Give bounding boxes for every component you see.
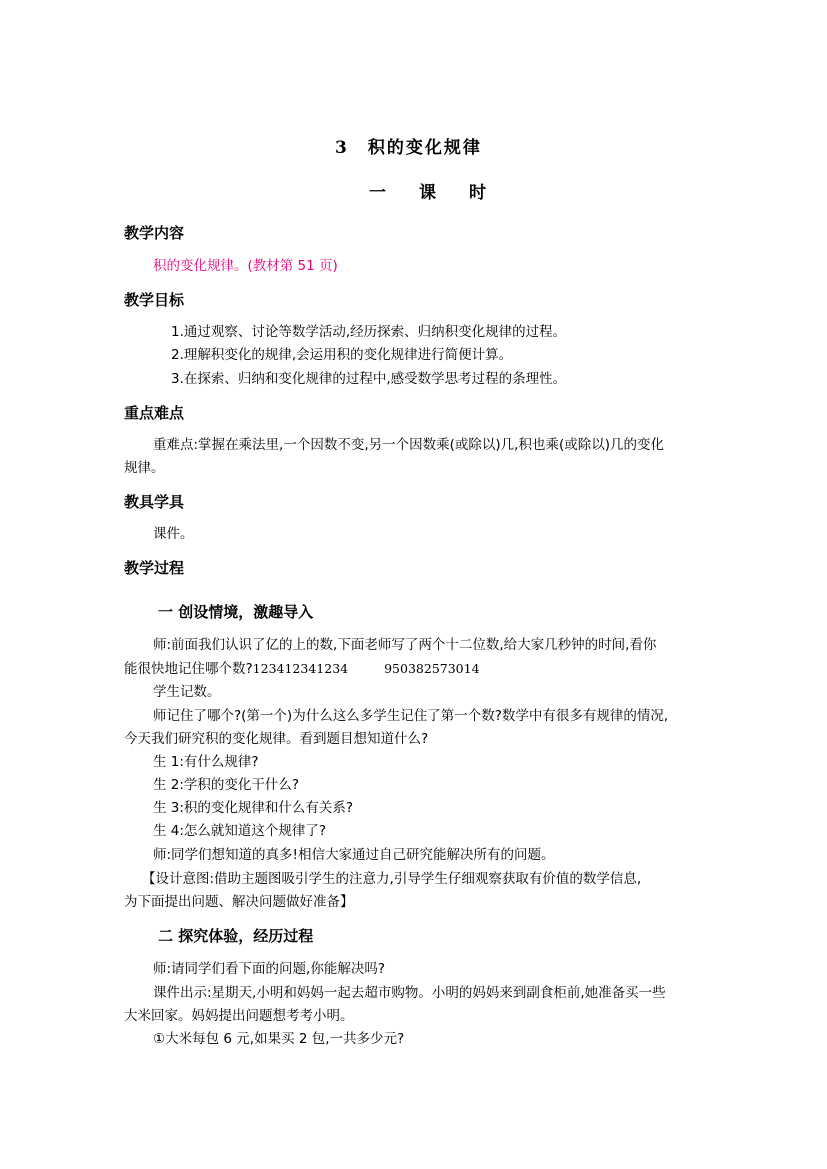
key-points-line-1: 重难点:掌握在乘法里,一个因数不变,另一个因数乘(或除以)几,积也乘(或除以)几的变化 — [153, 437, 664, 453]
heading-key-points: 重点难点 — [124, 404, 185, 422]
goal-item-1: 1.通过观察、讨论等数学活动,经历探索、归纳积变化规律的过程。 — [171, 324, 567, 340]
heading-teaching-goals: 教学目标 — [124, 291, 185, 309]
goal-item-2: 2.理解积变化的规律,会运用积的变化规律进行简便计算。 — [171, 347, 513, 363]
key-points-line-2: 规律。 — [124, 460, 165, 476]
part2-para2-line2: 大米回家。妈妈提出问题想考考小明。 — [124, 1008, 354, 1024]
part1-para4: 师:同学们想知道的真多!相信大家通过自己研究能解决所有的问题。 — [153, 847, 555, 863]
heading-teaching-process: 教学过程 — [124, 559, 185, 577]
goal-item-3: 3.在探索、归纳和变化规律的过程中,感受数学思考过程的条理性。 — [171, 371, 567, 387]
design-intent-line2: 为下面提出问题、解决问题做好准备】 — [124, 894, 354, 910]
number-2: 950382573014 — [384, 661, 480, 676]
student-3-line: 生 3:积的变化规律和什么有关系? — [153, 800, 354, 816]
part2-para2-line1: 课件出示:星期天,小明和妈妈一起去超市购物。小明的妈妈来到副食柜前,她准备买一些 — [153, 985, 666, 1001]
part1-para2: 学生记数。 — [153, 684, 221, 700]
teaching-tools-text: 课件。 — [153, 526, 194, 542]
question-1: ①大米每包 6 元,如果买 2 包,一共多少元? — [153, 1031, 405, 1047]
student-4-line: 生 4:怎么就知道这个规律了? — [153, 823, 327, 839]
part1-para1-line2 — [124, 657, 480, 681]
document-title: 3 积的变化规律 — [335, 138, 482, 158]
heading-teaching-content: 教学内容 — [124, 224, 185, 242]
student-2-line: 生 2:学积的变化干什么? — [153, 777, 300, 793]
student-1-line: 生 1:有什么规律? — [153, 754, 259, 770]
part1-para1-line1: 师:前面我们认识了亿的上的数,下面老师写了两个十二位数,给大家几秒钟的时间,看你 — [153, 637, 657, 653]
part1-question-text: 能很快地记住哪个数? — [124, 661, 253, 677]
part1-para3-line2: 今天我们研究积的变化规律。看到题目想知道什么? — [124, 731, 429, 747]
part1-para3-line1: 师记住了哪个?(第一个)为什么这么多学生记住了第一个数?数学中有很多有规律的情况, — [153, 708, 669, 724]
heading-part-1: 一 创设情境，激趣导入 — [158, 603, 314, 621]
heading-teaching-tools: 教具学具 — [124, 493, 185, 511]
part2-para1: 师:请同学们看下面的问题,你能解决吗? — [153, 961, 386, 977]
heading-part-2: 二 探究体验，经历过程 — [158, 927, 314, 945]
design-intent-line1: 【设计意图:借助主题图吸引学生的注意力,引导学生仔细观察获取有价值的数学信息, — [142, 871, 642, 887]
document-subtitle: 一 课 时 — [369, 183, 494, 203]
number-1: 123412341234 — [252, 661, 349, 676]
teaching-content-text: 积的变化规律。(教材第 51 页) — [153, 258, 338, 274]
